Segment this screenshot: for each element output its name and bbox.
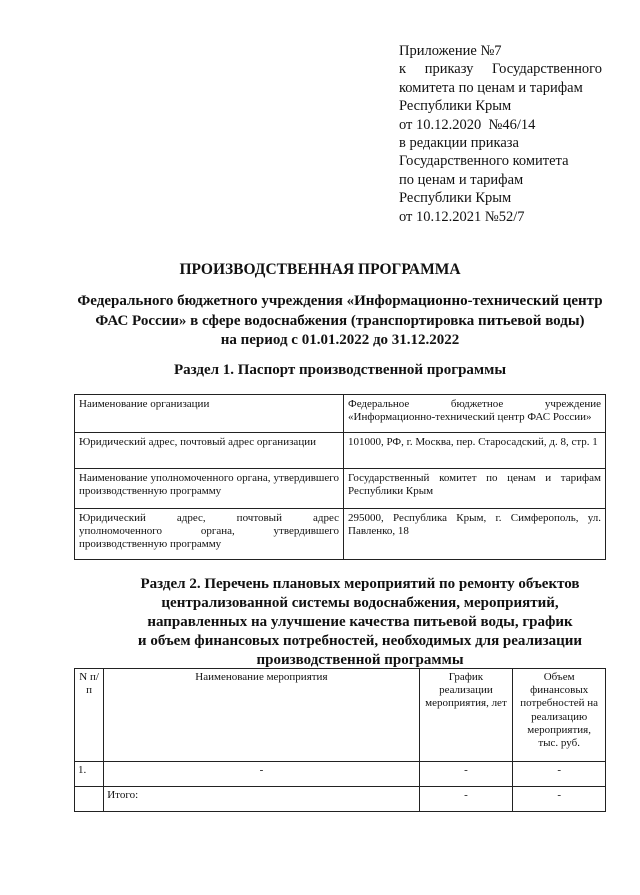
annex-line: Государственного комитета [399,153,569,170]
table-row [75,433,606,469]
subtitle-line: Федерального бюджетного учреждения «Информационно-технический центр [77,293,603,309]
section2-heading [40,575,640,670]
passport-table [74,394,606,560]
table-row [75,509,606,560]
table-header-row [75,669,606,762]
annex-line: по ценам и тарифам [399,171,524,188]
passport-label: Юридический адрес, почтовый адрес уполномоченного органа, утвердившего производственную программу [75,509,344,560]
measures-table [74,668,606,812]
header-num: N п/п [75,669,104,762]
cell-num-empty [75,787,104,812]
header-volume: Объем финансовых потребностей на реализацию мероприятия, тыс. руб. [513,669,606,762]
annex-word: к [399,61,407,78]
table-total-row [75,787,606,812]
header-name: Наименование мероприятия [104,669,419,762]
passport-label: Наименование организации [75,395,344,433]
annex-line: от 10.12.2021 №52/7 [399,208,525,225]
annex-word: Государственного [492,61,602,78]
annex-line [399,60,602,78]
table-row [75,469,606,509]
annex-line: комитета по ценам и тарифам [399,79,583,96]
cell-name: - [104,762,419,787]
annex-word: приказу [424,61,474,78]
subtitle-line: на период с 01.01.2022 до 31.12.2022 [220,332,460,348]
section2-heading-line: производственной программы [256,652,464,668]
subtitle-line: ФАС России» в сфере водоснабжения (транспортировка питьевой воды) [95,312,585,329]
cell-num: 1. [75,762,104,787]
cell-schedule: - [419,762,513,787]
table-row [75,395,606,433]
cell-volume: - [513,762,606,787]
passport-label: Юридический адрес, почтовый адрес организации [75,433,344,469]
document-subtitle [40,292,640,351]
passport-value: 101000, РФ, г. Москва, пер. Старосадский, д. 8, стр. 1 [344,433,606,469]
passport-value: Государственный комитет по ценам и тарифам Республики Крым [344,469,606,509]
total-label: Итого: [104,787,419,812]
section1-heading: Раздел 1. Паспорт производственной программы [173,362,507,378]
annex-line: Республики Крым [399,190,512,207]
section2-heading-line: и объем финансовых потребностей, необходимых для реализации [137,633,583,649]
annex-block [399,42,602,226]
passport-label: Наименование уполномоченного органа, утвердившего производственную программу [75,469,344,509]
annex-line: от 10.12.2020 №46/14 [399,116,536,133]
section2-heading-line: централизованной системы водоснабжения, мероприятий, [161,595,559,611]
passport-value: Федеральное бюджетное учреждение «Информационно-технический центр ФАС России» [344,395,606,433]
annex-line: Республики Крым [399,98,512,115]
document-title: ПРОИЗВОДСТВЕННАЯ ПРОГРАММА [179,261,461,278]
total-volume: - [513,787,606,812]
passport-value: 295000, Республика Крым, г. Симферополь, ул. Павленко, 18 [344,509,606,560]
annex-line: в редакции приказа [399,135,519,152]
annex-line: Приложение №7 [399,43,502,59]
header-schedule: График реализации мероприятия, лет [419,669,513,762]
total-schedule: - [419,787,513,812]
section2-heading-line: Раздел 2. Перечень плановых мероприятий по ремонту объектов [140,576,580,592]
table-row [75,762,606,787]
section2-heading-line: направленных на улучшение качества питьевой воды, график [147,614,573,630]
